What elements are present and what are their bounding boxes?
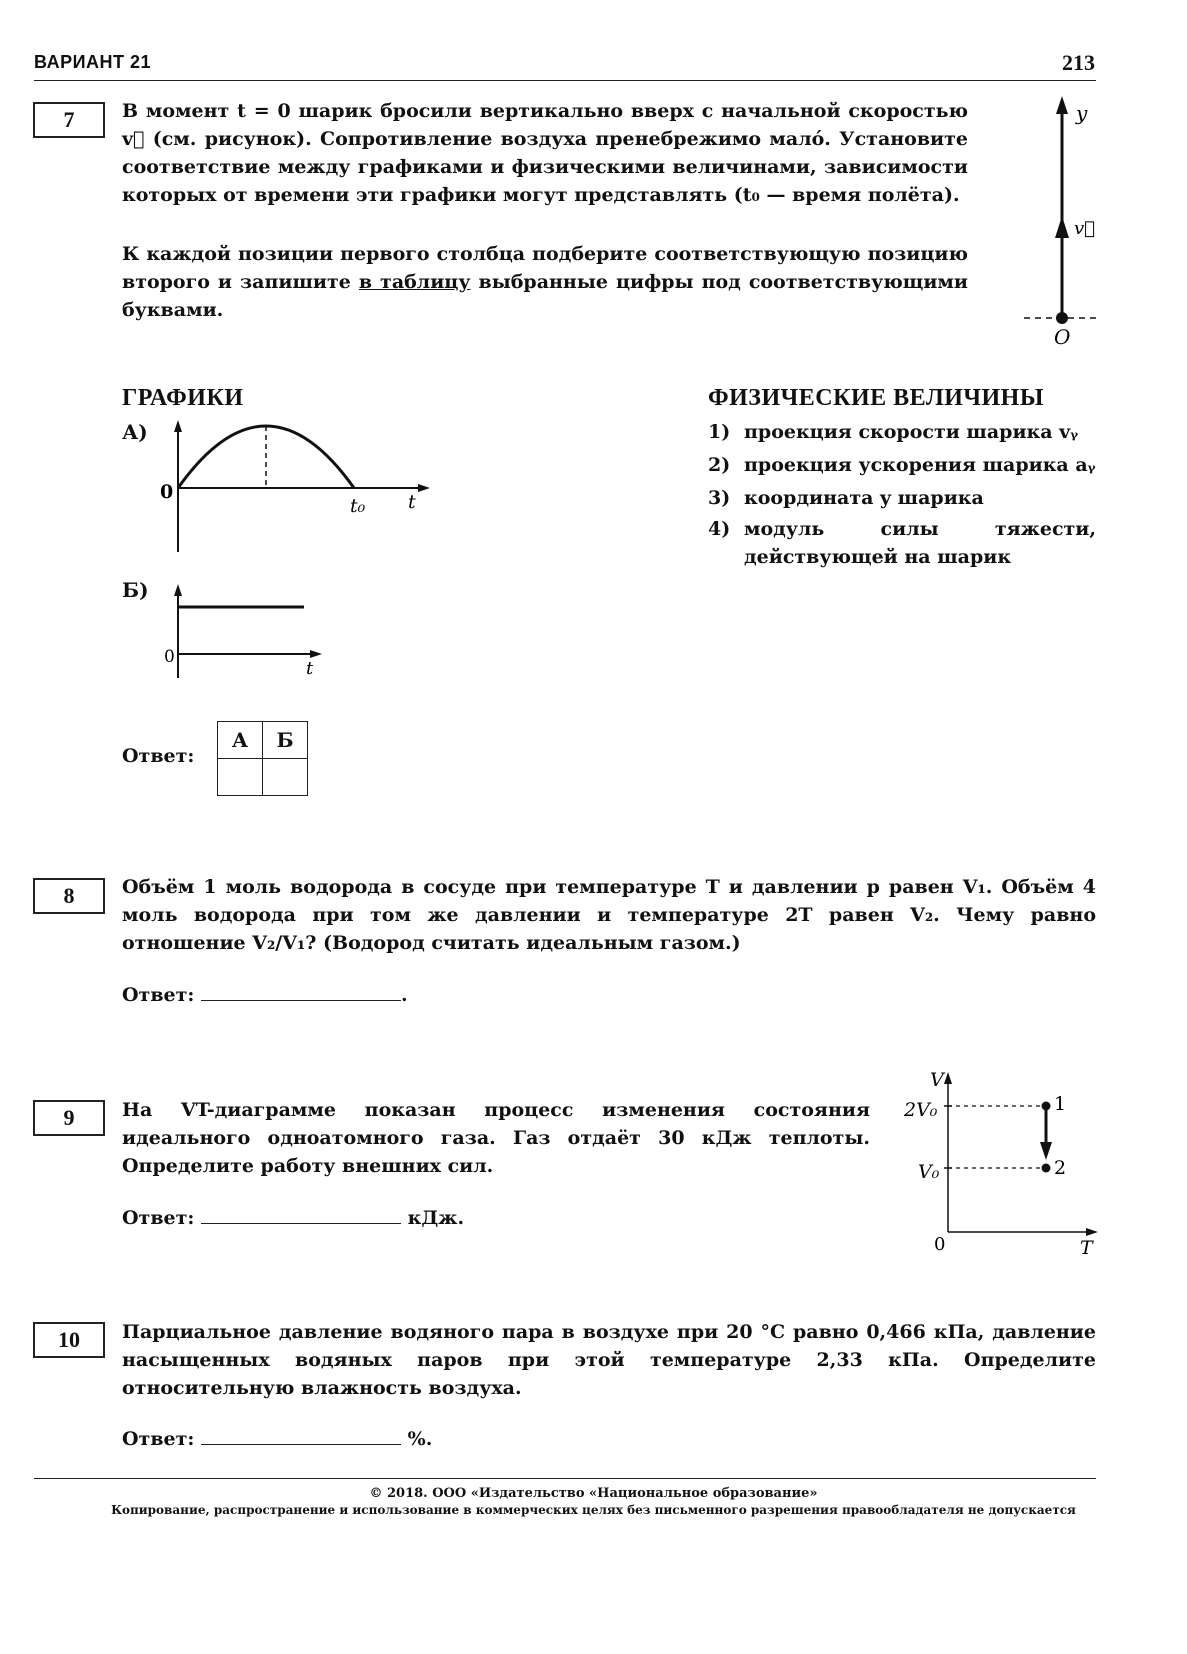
footer-divider (34, 1478, 1096, 1479)
vt-point-1-label: 1 (1054, 1093, 1067, 1115)
question-7-instructions (122, 240, 968, 324)
velocity-label: v⃗ (1074, 218, 1095, 239)
vt-v0-label: V₀ (918, 1161, 940, 1183)
answer-col-b-header: Б (263, 722, 308, 759)
graph-a (152, 418, 442, 556)
header-divider (34, 80, 1096, 81)
variant-label: ВАРИАНТ 21 (34, 52, 152, 72)
q9-answer-unit: кДж. (407, 1207, 465, 1229)
q8-answer-field[interactable] (201, 982, 401, 1001)
graph-b-t-label: t (306, 658, 314, 679)
quantity-item (708, 416, 1096, 449)
footer-notice: Копирование, распространение и использование в коммерческих целях без письменного разрешения правообладателя не допускается (111, 1503, 1076, 1517)
graph-b-zero: 0 (164, 647, 175, 667)
vt-t-label: T (1080, 1237, 1093, 1259)
question-9-number: 9 (33, 1100, 105, 1136)
vt-2v0-label: 2V₀ (904, 1099, 938, 1121)
q8-answer-label: Ответ: (122, 984, 195, 1006)
vt-point-1 (1042, 1102, 1051, 1111)
velocity-arrowhead (1055, 216, 1069, 238)
question-9-text: На VT-диаграмме показан процесс изменения состояния идеального одноатомного газа. Газ отдаёт 30 кДж теплоты. Определите работу внешних сил. (122, 1099, 870, 1177)
origin-label: O (1054, 325, 1071, 349)
quantity-number: 3) (708, 487, 731, 509)
q9-answer-row (122, 1205, 464, 1229)
instructions-start: К каждой позиции первого столбца подберите соответствующую позицию второго и запишите (122, 243, 968, 293)
q7-answer-label: Ответ: (122, 745, 195, 767)
q8-answer-row (122, 982, 408, 1006)
question-8-number: 8 (33, 878, 105, 914)
q8-answer-suffix: . (401, 984, 408, 1006)
graph-b-y-arrowhead (174, 584, 182, 596)
graph-a-t-label: t (408, 491, 416, 513)
vt-point-2 (1042, 1164, 1051, 1173)
answer-cell-b[interactable] (263, 759, 308, 796)
quantity-text: координата y шарика (744, 487, 984, 509)
vt-t-arrowhead (1086, 1228, 1098, 1236)
graph-b (152, 580, 342, 680)
q7-throw-figure (1020, 92, 1130, 354)
graphs-title: ГРАФИКИ (122, 385, 244, 411)
question-10-number: 10 (33, 1322, 105, 1358)
answer-col-a-header: А (218, 722, 263, 759)
instructions-end: выбранные цифры под соответствующими буквами. (122, 271, 969, 321)
quantity-item (708, 515, 1096, 571)
vt-diagram (900, 1066, 1100, 1262)
q9-answer-field[interactable] (201, 1205, 401, 1224)
question-7-text: В момент t = 0 шарик бросили вертикально вверх с начальной скоростью v⃗ (см. рисунок). Сопротивление воздуха пренебрежимо мало́. Установите соответствие между графиками и физическими величинами, зависимости которых от времени эти графики могут представлять (t₀ — время полёта). (122, 100, 968, 206)
q9-answer-label: Ответ: (122, 1207, 195, 1229)
quantity-item (708, 482, 1096, 515)
quantity-item (708, 449, 1096, 482)
y-axis-arrowhead (1056, 96, 1068, 114)
vt-point-2-label: 2 (1054, 1157, 1067, 1179)
quantity-number: 2) (708, 454, 731, 476)
quantity-number: 1) (708, 421, 731, 443)
ball-dot (1056, 312, 1068, 324)
graph-a-label: А) (122, 420, 148, 444)
quantities-title: ФИЗИЧЕСКИЕ ВЕЛИЧИНЫ (708, 385, 1044, 411)
q10-answer-field[interactable] (201, 1426, 401, 1445)
instructions-link: в таблицу (358, 271, 471, 293)
y-axis-label: y (1076, 101, 1088, 125)
graph-b-label: Б) (122, 578, 149, 602)
q7-answer-table (217, 721, 308, 796)
vt-zero-label: 0 (934, 1234, 946, 1255)
footer-copyright: © 2018. ООО «Издательство «Национальное образование» (369, 1486, 818, 1501)
page-number: 213 (1062, 50, 1095, 75)
question-10-text: Парциальное давление водяного пара в воздухе при 20 °С равно 0,466 кПа, давление насыщенных водяных паров при этой температуре 2,33 кПа. Определите относительную влажность воздуха. (122, 1321, 1096, 1399)
vt-v-arrowhead (944, 1072, 952, 1084)
graph-a-t0: t₀ (350, 495, 366, 517)
vt-v-label: V (930, 1069, 944, 1091)
quantity-text: проекция ускорения шарика aᵧ (744, 454, 1096, 476)
vt-process-arrowhead (1040, 1142, 1052, 1160)
q10-answer-label: Ответ: (122, 1428, 195, 1450)
quantity-number: 4) (708, 518, 731, 540)
graph-a-t-arrowhead (418, 484, 430, 492)
quantity-text: проекция скорости шарика vᵧ (744, 421, 1079, 443)
q10-answer-row (122, 1426, 432, 1450)
question-8-text: Объём 1 моль водорода в сосуде при температуре T и давлении p равен V₁. Объём 4 моль водорода при том же давлении и температуре 2T равен V₂. Чему равно отношение V₂/V₁? (Водород считать идеальным газом.) (122, 876, 1096, 954)
answer-cell-a[interactable] (218, 759, 263, 796)
question-7-number: 7 (33, 102, 105, 138)
graph-b-t-arrowhead (310, 650, 322, 658)
q10-answer-unit: %. (407, 1428, 433, 1450)
graph-a-y-arrowhead (174, 420, 182, 432)
quantities-list (708, 416, 1096, 571)
graph-a-zero: 0 (160, 481, 174, 503)
quantity-text: модуль силы тяжести, действующей на шарик (744, 518, 1096, 568)
